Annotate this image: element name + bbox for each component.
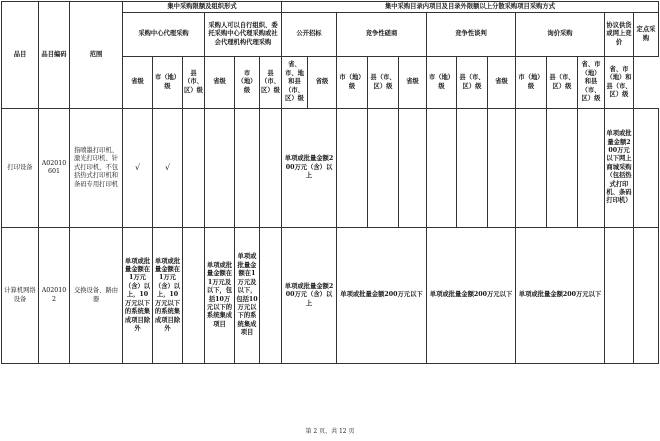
empty-cell: [235, 109, 260, 228]
agreement-cell: 单项或批量金额200万元以下网上商城采购（包括热式打印机、条码打印机）: [605, 109, 634, 228]
level-province: 省级: [308, 57, 337, 109]
empty-cell: [205, 109, 235, 228]
entrusted-city-cell: 单项或批量金额在1万元及以下，包括10万元以下的系统集成项目: [235, 228, 260, 364]
header-agency: 采购中心代理采购: [123, 13, 205, 57]
level-province: 省级: [123, 57, 153, 109]
level-city: 市（地）级: [516, 57, 547, 109]
level-combined: 省、市（地）和县（市、区）级: [578, 57, 605, 109]
row-category: 计算机网络设备: [2, 228, 39, 364]
empty-cell: [457, 109, 488, 228]
level-province: 省级: [399, 57, 427, 109]
agency-province-cell: 单项或批量金额在1万元（含）以上，10万元以下的系统集成项目除外: [123, 228, 153, 364]
header-category: 品目: [2, 2, 39, 109]
level-city: 市（地）级: [235, 57, 260, 109]
level-county: 县（市、区）级: [547, 57, 578, 109]
public-bidding-cell: 单项或批量金额200万元（含）以上: [282, 228, 337, 364]
empty-cell: [605, 228, 634, 364]
header-agreement: 协议供货或网上竞价: [605, 13, 634, 57]
agency-city-mark: √: [153, 109, 183, 228]
agency-province-mark: √: [123, 109, 153, 228]
header-designated: 定点采购: [634, 13, 659, 57]
row-scope: 指喷墨打印机、激光打印机、针式打印机，不包括热式打印机和条码专用打印机: [70, 109, 123, 228]
row-category: 打印设备: [2, 109, 39, 228]
empty-cell: [183, 228, 205, 364]
table-row: [2, 109, 659, 228]
agency-city-cell: 单项或批量金额在1万元（含）以上，10万元以下的系统集成项目除外: [153, 228, 183, 364]
header-centralized-group: 集中采购限额及组织形式: [123, 2, 282, 13]
negotiation-cell: 单项或批量金额200万元以下: [337, 228, 427, 364]
header-competitive-negotiation: 竞争性磋商: [337, 13, 427, 57]
empty-cell: [547, 109, 578, 228]
level-province: 省级: [205, 57, 235, 109]
talk-cell: 单项或批量金额200万元以下: [427, 228, 516, 364]
header-scope: 范围: [70, 2, 123, 109]
empty-cell: [337, 109, 368, 228]
table-row: [2, 228, 659, 364]
empty-cell: [368, 109, 399, 228]
empty-cell: [260, 228, 282, 364]
empty-cell: [427, 109, 457, 228]
level-city: 市（地）级: [427, 57, 457, 109]
empty-cell: [488, 109, 516, 228]
level-county: 县（市、区）级: [368, 57, 399, 109]
level-combined: 省、市、地和县（市、区）级: [282, 57, 308, 109]
level-city: 市（地）级: [337, 57, 368, 109]
header-code: 品目编码: [39, 2, 70, 109]
empty-cell: [183, 109, 205, 228]
header-outside-group: 集中采购目录内项目及目录外限额以上分散采购项目采购方式: [282, 2, 659, 13]
public-bidding-cell: 单项或批量金额200万元（含）以上: [282, 109, 337, 228]
procurement-table-page: [1, 1, 659, 364]
empty-cell: [516, 109, 547, 228]
level-county: 县（市、区）级: [457, 57, 488, 109]
empty-cell: [260, 109, 282, 228]
level-county: 县（市、区）级: [183, 57, 205, 109]
level-county: 县（市、区）级: [260, 57, 282, 109]
level-province: 省级: [488, 57, 516, 109]
procurement-table: [1, 1, 659, 364]
page-number: 第 2 页，共 12 页: [305, 428, 355, 435]
header-entrusted: 采购人可以自行组织、委托采购中心代理采购或社会代理机构代理采购: [205, 13, 282, 57]
empty-cell: [634, 228, 659, 364]
row-scope: 交换设备、路由器: [70, 228, 123, 364]
row-code: A02010601: [39, 109, 70, 228]
header-public-bidding: 公开招标: [282, 13, 337, 57]
header-competitive-talk: 竞争性谈判: [427, 13, 516, 57]
empty-cell: [578, 109, 605, 228]
row-code: A020102: [39, 228, 70, 364]
header-inquiry: 询价采购: [516, 13, 605, 57]
entrusted-province-cell: 单项或批量金额在1万元及以下，包括10万元以下的系统集成项目: [205, 228, 235, 364]
empty-cell: [634, 109, 659, 228]
level-city: 市（地）级: [153, 57, 183, 109]
level-combined: 省、市（地）和县（市、区）级: [605, 57, 634, 109]
inquiry-cell: 单项或批量金额200万元以下: [516, 228, 605, 364]
empty-cell: [399, 109, 427, 228]
